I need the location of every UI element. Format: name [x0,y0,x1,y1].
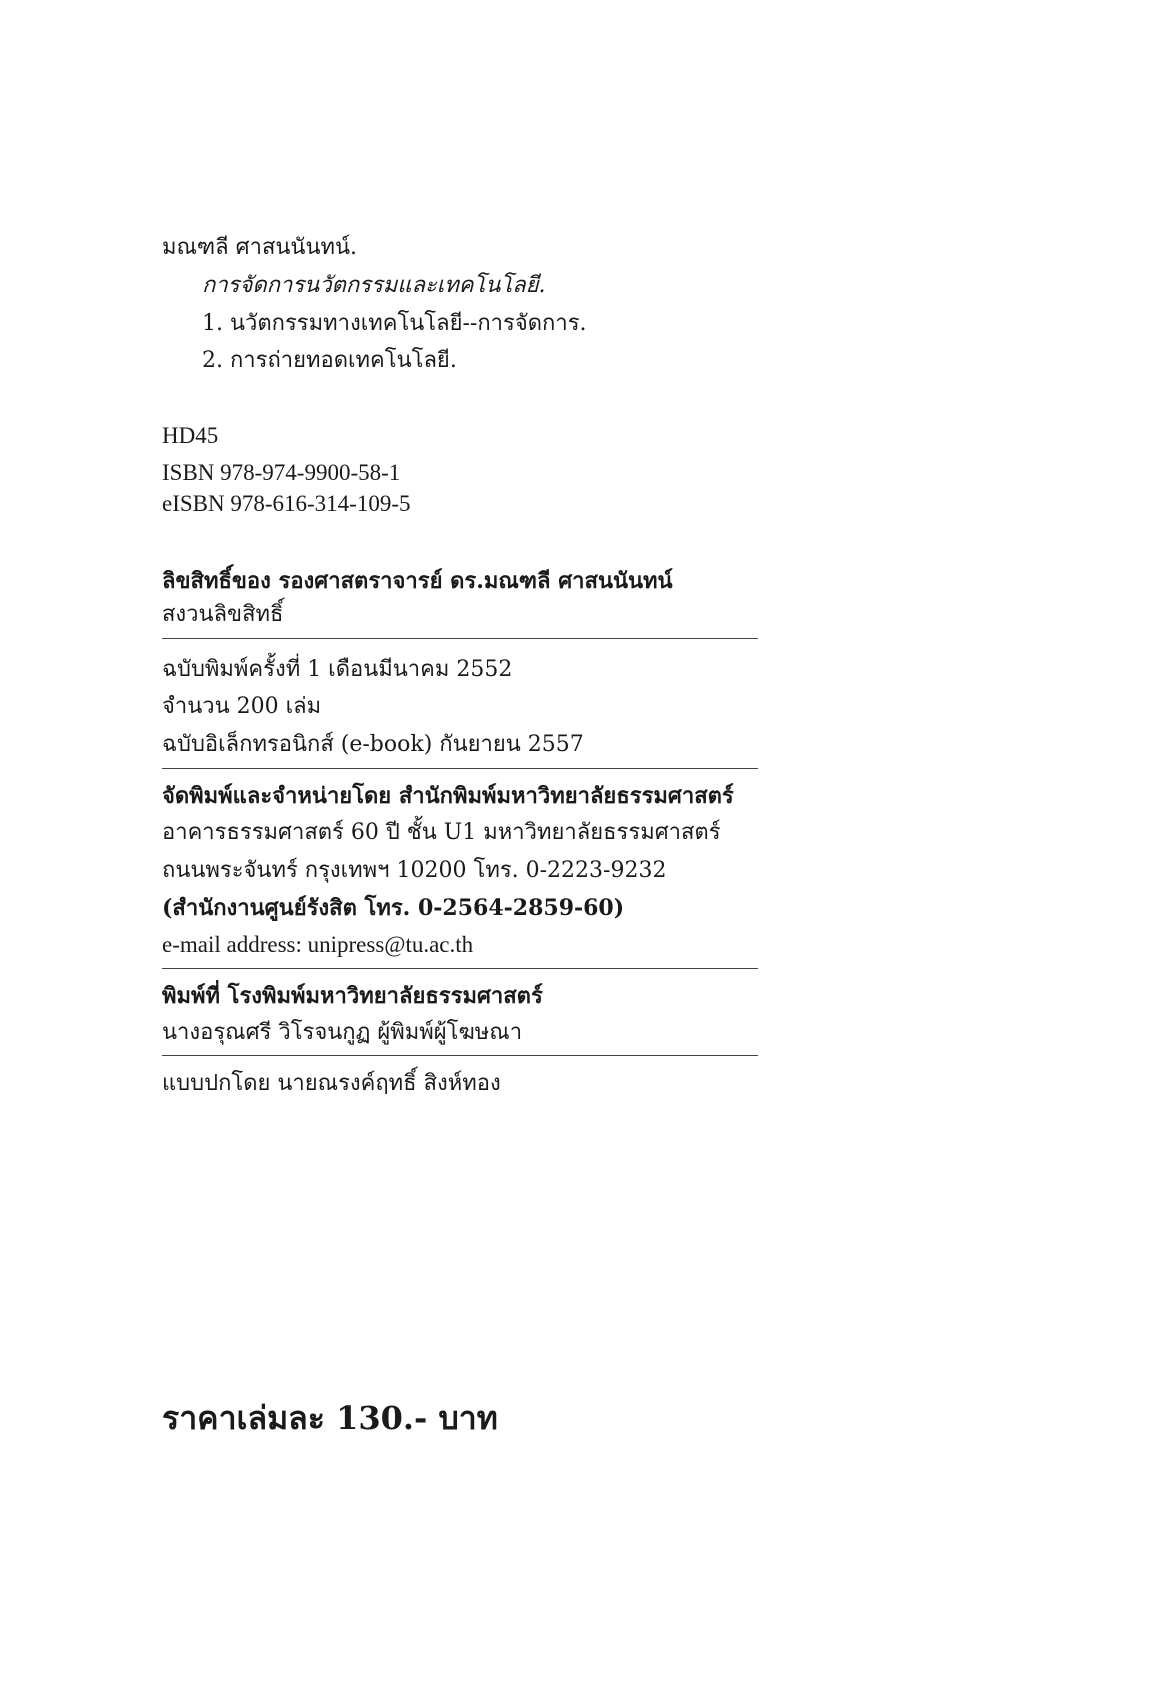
publisher-email: e-mail address: unipress@tu.ac.th [162,932,474,957]
publisher-line-3: ถนนพระจันทร์ กรุงเทพฯ 10200 โทร. 0-2223-9232 [162,858,667,883]
copyright-reserved: สงวนลิขสิทธิ์ [162,602,284,627]
catalog-subject-1: 1. นวัตกรรมทางเทคโนโลยี--การจัดการ. [202,311,587,336]
edition-quantity: จำนวน 200 เล่ม [162,694,322,719]
price: ราคาเล่มละ 130.- บาท [162,1399,498,1437]
divider [162,768,758,769]
eisbn: eISBN 978-616-314-109-5 [162,491,411,516]
call-number: HD45 [162,423,219,448]
printer-line-1: พิมพ์ที่ โรงพิมพ์มหาวิทยาลัยธรรมศาสตร์ [162,983,543,1009]
catalog-title: การจัดการนวัตกรรมและเทคโนโลยี. [202,273,546,298]
printer-line-2: นางอรุณศรี วิโรจนกูฏ ผู้พิมพ์ผู้โฆษณา [162,1020,523,1045]
edition-ebook: ฉบับอิเล็กทรอนิกส์ (e-book) กันยายน 2557 [162,732,584,757]
publisher-line-2: อาคารธรรมศาสตร์ 60 ปี ชั้น U1 มหาวิทยาลัยธรรมศาสตร์ [162,820,721,845]
divider [162,968,758,969]
catalog-author: มณฑลี ศาสนนันทน์. [162,235,358,260]
isbn: ISBN 978-974-9900-58-1 [162,460,401,485]
publisher-line-1: จัดพิมพ์และจำหน่ายโดย สำนักพิมพ์มหาวิทยาลัยธรรมศาสตร์ [162,783,734,809]
edition-first-print: ฉบับพิมพ์ครั้งที่ 1 เดือนมีนาคม 2552 [162,657,513,682]
copyright-owner: ลิขสิทธิ์ของ รองศาสตราจารย์ ดร.มณฑลี ศาสนนันทน์ [162,568,673,594]
publisher-line-4: (สำนักงานศูนย์รังสิต โทร. 0-2564-2859-60) [162,895,625,921]
catalog-subject-2: 2. การถ่ายทอดเทคโนโลยี. [202,348,457,373]
cover-design: แบบปกโดย นายณรงค์ฤทธิ์ สิงห์ทอง [162,1071,501,1096]
divider [162,638,758,639]
divider [162,1055,758,1056]
